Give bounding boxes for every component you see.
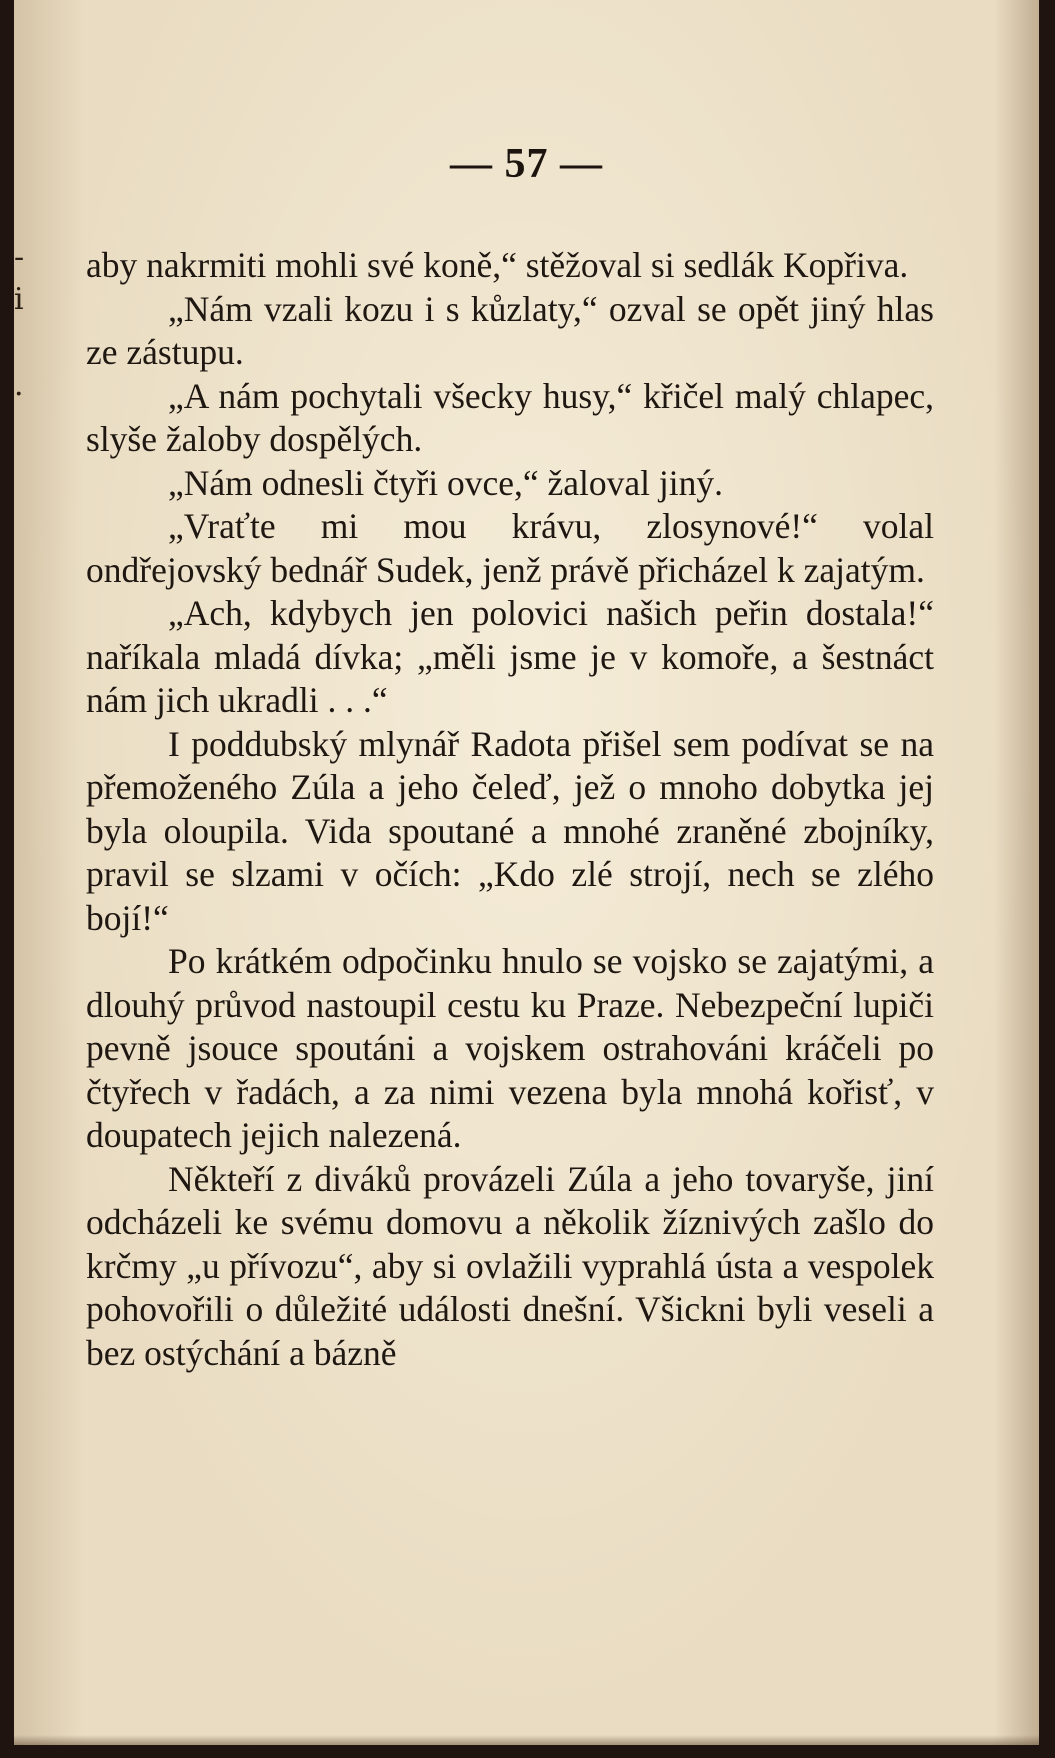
gutter-mark: . xyxy=(14,368,24,403)
paragraph: „A nám pochytali všecky husy,“ křičel malý chlapec, slyše žaloby dospělých. xyxy=(86,375,934,459)
body-text xyxy=(86,244,934,1375)
paragraph: Někteří z diváků provázeli Zúla a jeho tovaryše, jiní odcházeli ke svému domovu a několik žíznivých zašlo do krčmy „u přívozu“, aby si ovlažili vyprahlá ústa a vespolek pohovořili o důležité události dnešní. Všickni byli veseli a bez ostýchání a bázně xyxy=(86,1158,934,1373)
paragraph: „Vraťte mi mou krávu, zlosynové!“ volal ondřejovský bednář Sudek, jenž právě přicházel k zajatým. xyxy=(86,506,934,590)
gutter-mark: - xyxy=(14,240,25,275)
paragraph: „Nám vzali kozu i s kůzlaty,“ ozval se opět jiný hlas ze zástupu. xyxy=(86,288,934,372)
paragraph: aby nakrmiti mohli své koně,“ stěžoval si sedlák Kopřiva. xyxy=(86,245,909,285)
paragraph: I poddubský mlynář Radota přišel sem podívat se na přemoženého Zúla a jeho čeleď, jež o mnoho dobytka jej byla oloupila. Vida spoutané a mnohé zraněné zbojníky, pravil se slzami v očích: „Kdo zlé strojí, nech se zlého bojí!“ xyxy=(86,723,934,938)
paragraph: „Ach, kdybych jen polovici našich peřin dostala!“ naříkala mladá dívka; „měli jsme je v komoře, a šestnáct nám jich ukradli . . .“ xyxy=(86,593,934,720)
page-bottom-edge xyxy=(14,1735,1039,1745)
page-number: — 57 — xyxy=(450,141,603,187)
book-page xyxy=(14,0,1039,1745)
paragraph: „Nám odnesli čtyři ovce,“ žaloval jiný. xyxy=(168,462,723,503)
paragraph: Po krátkém odpočinku hnulo se vojsko se zajatými, a dlouhý průvod nastoupil cestu ku Praze. Nebezpeční lupiči pevně jsouce spoutáni a vojskem ostrahováni kráčeli po čtyřech v řadách, a za nimi vezena byla mnohá kořisť, v doupatech jejich nalezená. xyxy=(86,941,934,1155)
gutter-mark: i xyxy=(14,282,24,317)
